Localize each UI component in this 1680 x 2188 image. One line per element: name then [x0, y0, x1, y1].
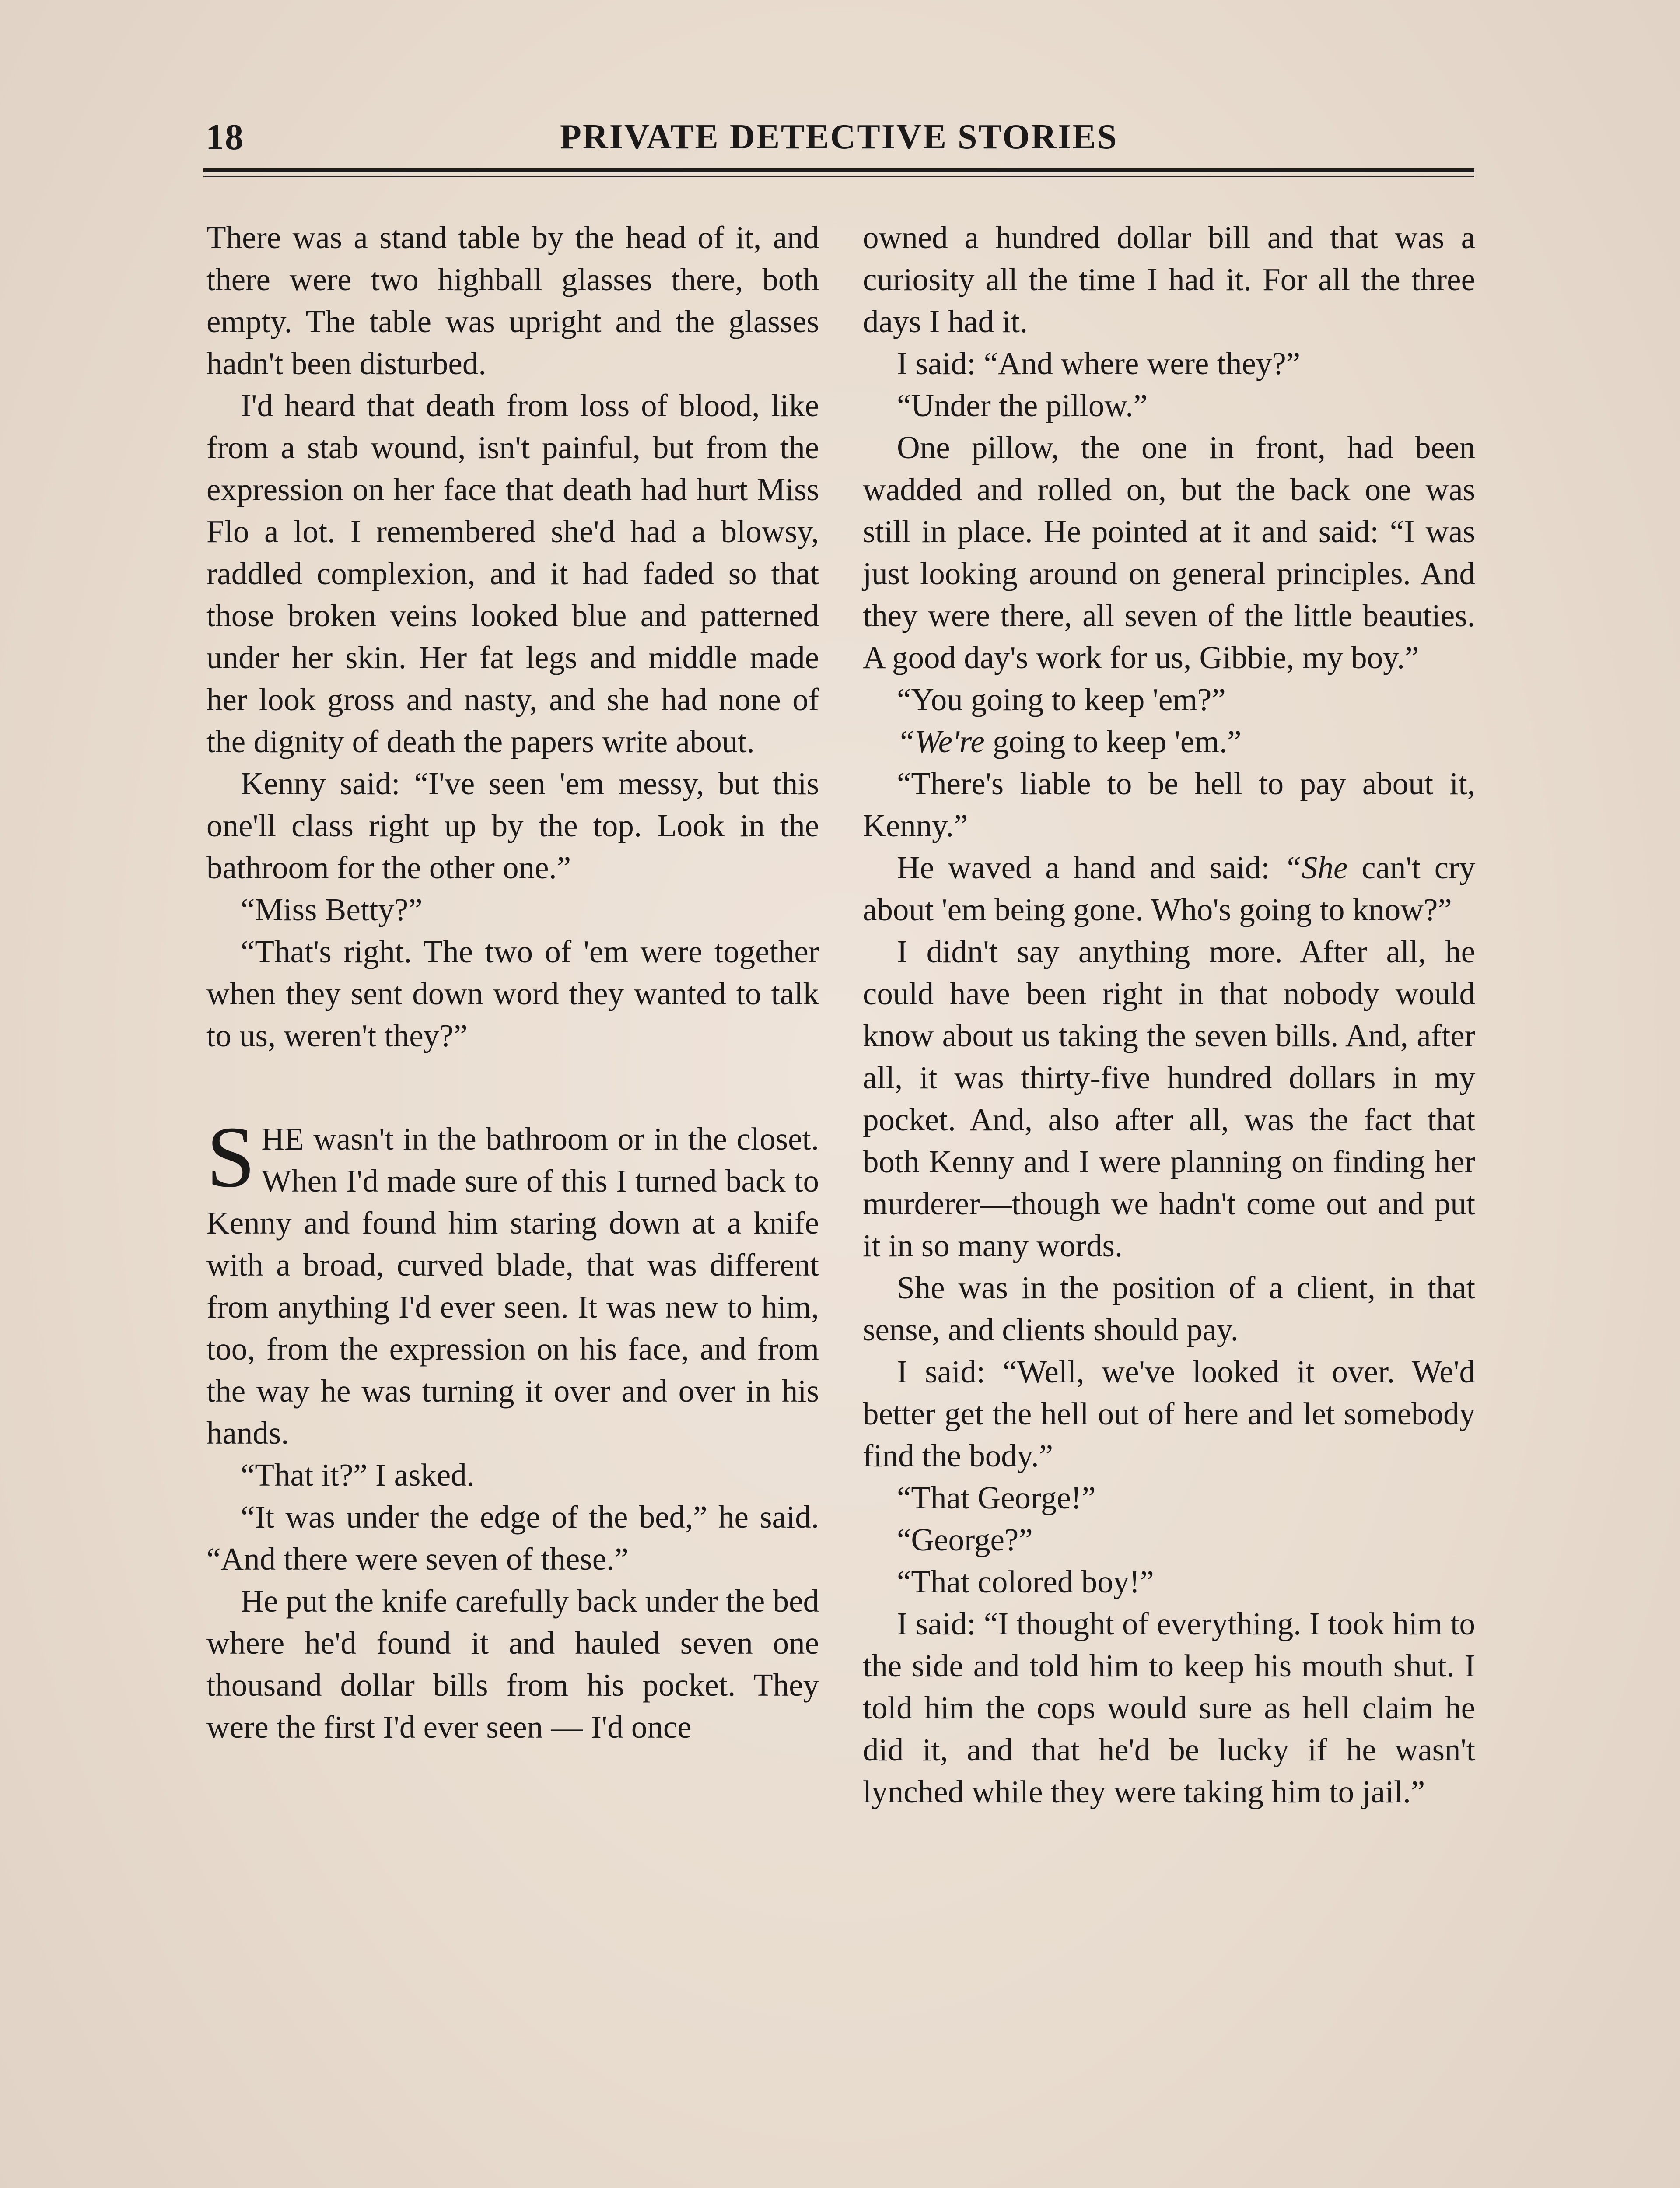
paragraph: She was in the position of a client, in that sense, and clients should pay.: [863, 1270, 1475, 1347]
paragraph: “There's liable to be hell to pay about it, Kenny.”: [863, 766, 1475, 843]
paragraph: “You going to keep 'em?”: [897, 682, 1226, 717]
header-rule: [203, 168, 1474, 172]
paragraph: owned a hundred dollar bill and that was a curiosity all the time I had it. For all the three days I had it.: [863, 220, 1475, 339]
drop-cap: S: [206, 1109, 256, 1206]
paragraph: “Miss Betty?”: [241, 892, 423, 927]
header-rule-thin: [203, 176, 1474, 177]
paragraph: “Under the pillow.”: [897, 388, 1148, 423]
paragraph: “It was under the edge of the bed,” he said. “And there were seven of these.”: [206, 1499, 819, 1577]
paragraph-text: He waved a hand and said:: [897, 850, 1284, 885]
page-number: 18: [206, 117, 244, 158]
paragraph: [863, 847, 1475, 931]
paragraph: One pillow, the one in front, had been wadded and rolled on, but the back one was still in place. He pointed at it and said: “I was just looking around on general principles. And they were there, all seven of the little beauties. A good day's work for us, Gibbie, my boy.”: [863, 430, 1475, 675]
paragraph: There was a stand table by the head of it, and there were two highball glasses there, both empty. The table was upright and the glasses hadn't been disturbed.: [206, 220, 819, 381]
paragraph-text: can't cry about 'em being gone. Who's going to know?”: [863, 850, 1475, 927]
paragraph: I said: “Well, we've looked it over. We'd better get the hell out of here and let somebody find the body.”: [863, 1354, 1475, 1473]
paragraph: He put the knife carefully back under the bed where he'd found it and hauled seven one thousand dollar bills from his pocket. They were the first I'd ever seen — I'd once: [206, 1583, 819, 1745]
paragraph: I said: “And where were they?”: [897, 346, 1301, 381]
paragraph: [863, 721, 1475, 763]
paragraph-text: going to keep 'em.”: [984, 724, 1242, 759]
paragraph: I said: “I thought of everything. I took him to the side and told him to keep his mouth shut. I told him the cops would sure as hell claim he did it, and that he'd be lucky if he wasn't lynched while they were taking him to jail.”: [863, 1606, 1475, 1809]
paragraph: “That's right. The two of 'em were together when they sent down word they wanted to talk to us, weren't they?”: [206, 934, 819, 1053]
right-column: [863, 217, 1475, 1813]
paragraph: I'd heard that death from loss of blood, like from a stab wound, isn't painful, but from the expression on her face that death had hurt Miss Flo a lot. I remembered she'd had a blowsy, raddled complexion, and it had faded so that those broken veins looked blue and patterned under her skin. Her fat legs and middle made her look gross and nasty, and she had none of the dignity of death the papers write about.: [206, 388, 819, 759]
paragraph: “That colored boy!”: [897, 1564, 1154, 1599]
running-title: PRIVATE DETECTIVE STORIES: [560, 118, 1118, 156]
paragraph: “George?”: [897, 1522, 1033, 1557]
left-column: [206, 217, 819, 1748]
section-opening-paragraph: [206, 1109, 819, 1454]
paragraph-text: HE wasn't in the bathroom or in the closet. When I'd made sure of this I turned back to Kenny and found him staring down at a knife with a broad, curved blade, that was different from anything I'd ever seen. It was new to him, too, from the expression on his face, and from the way he was turning it over and over in his hands.: [206, 1121, 819, 1451]
italic-text: “We're: [897, 724, 985, 759]
paragraph: “That it?” I asked.: [241, 1457, 475, 1493]
paragraph: I didn't say anything more. After all, he could have been right in that nobody would know about us taking the seven bills. And, after all, it was thirty-five hundred dollars in my pocket. And, also after all, was the fact that both Kenny and I were planning on finding her murderer—though we hadn't come out and put it in so many words.: [863, 934, 1475, 1263]
italic-text: “She: [1284, 850, 1348, 885]
paragraph: Kenny said: “I've seen 'em messy, but this one'll class right up by the top. Look in the bathroom for the other one.”: [206, 766, 819, 885]
paragraph: “That George!”: [897, 1480, 1096, 1515]
